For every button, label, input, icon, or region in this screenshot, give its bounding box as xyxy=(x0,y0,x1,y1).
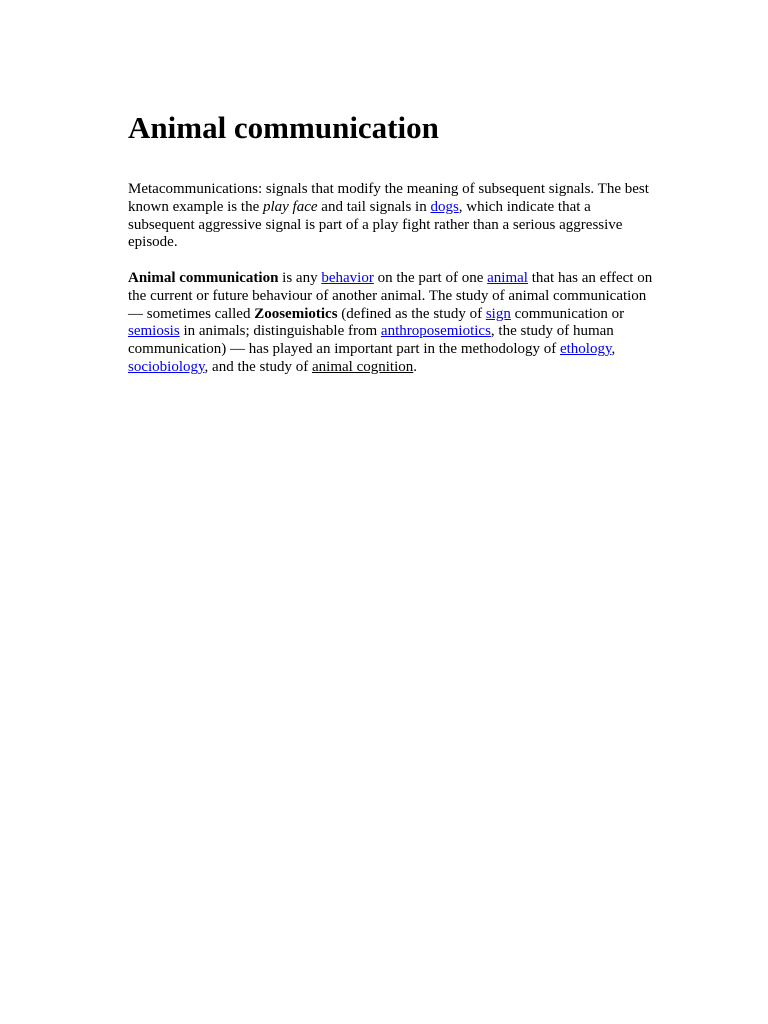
link-animal[interactable]: animal xyxy=(487,270,528,286)
text-segment: , xyxy=(611,341,616,358)
metacommunication-paragraph xyxy=(128,181,658,252)
link-animal-cognition[interactable]: animal cognition xyxy=(312,358,414,375)
text-segment: (defined as the study of xyxy=(337,305,486,322)
link-sociobiology[interactable]: sociobiology xyxy=(128,358,205,375)
text-segment: in animals; distinguishable from xyxy=(179,323,381,340)
link-ethology[interactable]: ethology xyxy=(559,341,612,358)
definition-paragraph xyxy=(128,270,658,377)
link-dogs[interactable]: dogs xyxy=(430,198,459,215)
emphasis-play-face: play face xyxy=(262,198,318,215)
text-segment: , the study of human communication) — has played an important part in the methodology of xyxy=(128,323,614,358)
text-segment: that has an effect on the current or future behaviour of another animal. The study of animal communication — sometimes called xyxy=(128,270,653,322)
bold-zoosemiotics: Zoosemiotics xyxy=(254,305,338,322)
page-title: Animal communication xyxy=(128,110,439,145)
link-sign[interactable]: sign xyxy=(485,305,511,322)
text-segment: is any xyxy=(278,270,322,286)
link-anthroposemiotics[interactable]: anthroposemiotics xyxy=(380,323,491,340)
text-segment: , and the study of xyxy=(204,358,313,375)
text-segment: , which indicate that a subsequent aggressive signal is part of a play fight rather than a serious aggressive episode. xyxy=(128,198,623,251)
text-segment: on the part of one xyxy=(373,270,488,286)
text-segment: . xyxy=(413,358,417,375)
bold-animal-communication: Animal communication xyxy=(128,270,279,286)
text-segment: and tail signals in xyxy=(317,198,431,215)
link-semiosis[interactable]: semiosis xyxy=(128,323,180,340)
text-segment: communication or xyxy=(510,305,625,322)
text-segment: Metacommunications: signals that modify the meaning of subsequent signals. The best known example is the xyxy=(128,181,649,215)
link-behavior[interactable]: behavior xyxy=(321,270,374,286)
